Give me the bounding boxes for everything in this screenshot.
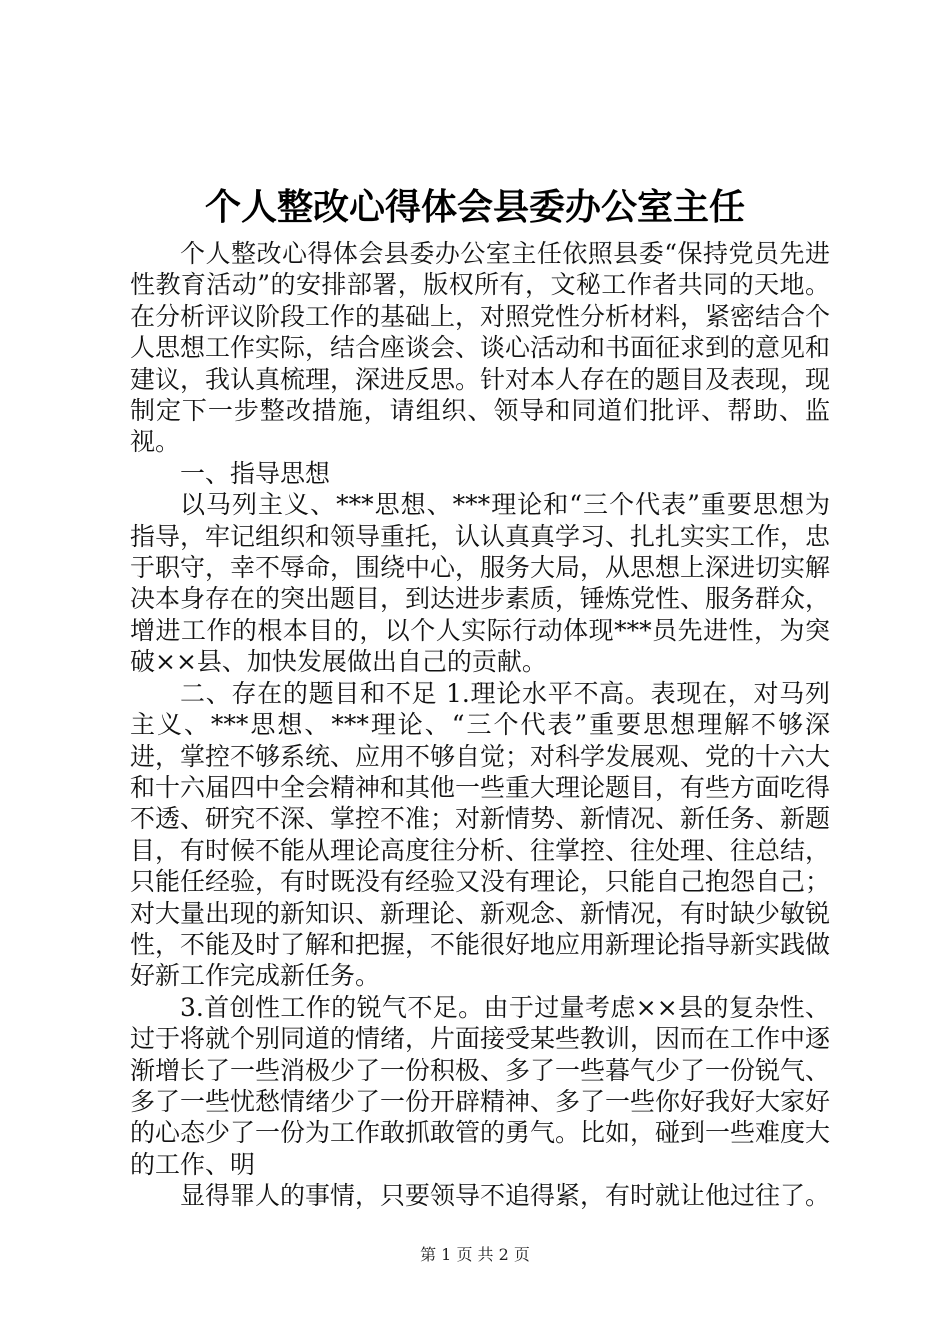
paragraph-initiative: 3.首创性工作的锐气不足。由于过量考虑××县的复杂性、过于将就个别同道的情绪，片面接受某些教训，因而在工作中逐渐增长了一些消极少了一份积极、多了一些暮气少了一份锐气、多了一些忧愁情绪少了一份开辟精神、多了一些你好我好大家好的心态少了一份为工作敢抓敢管的勇气。比如，碰到一些难度大的工作、明 bbox=[130, 992, 831, 1179]
section-heading-guiding-thought: 一、指导思想 bbox=[180, 458, 331, 488]
paragraph-problems: 二、存在的题目和不足 1.理论水平不高。表现在，对马列主义、***思想、***理论、“三个代表”重要思想理解不够深进，掌控不够系统、应用不够自觉；对科学发展观、党的十六大和十六届四中全会精神和其他一些重大理论题目，有些方面吃得不透、研究不深、掌控不准；对新情势、新情况、新任务、新题目，有时候不能从理论高度往分析、往掌控、往处理、往总结，只能任经验，有时既没有经验又没有理论，只能自己抱怨自己；对大量出现的新知识、新理论、新观念、新情况，有时缺少敏锐性，不能及时了解和把握，不能很好地应用新理论指导新实践做好新工作完成新任务。 bbox=[130, 678, 831, 991]
paragraph-guiding-thought: 以马列主义、***思想、***理论和“三个代表”重要思想为指导，牢记组织和领导重托，认认真真学习、扎扎实实工作，忠于职守，幸不辱命，围绕中心，服务大局，从思想上深进切实解决本身存在的突出题目，到达进步素质，锤炼党性、服务群众，增进工作的根本目的，以个人实际行动体现***员先进性，为突破××县、加快发展做出自己的贡献。 bbox=[130, 490, 831, 677]
document-body bbox=[130, 238, 830, 1212]
document-title: 个人整改心得体会县委办公室主任 bbox=[204, 186, 745, 228]
paragraph-intro: 个人整改心得体会县委办公室主任依照县委“保持党员先进性教育活动”的安排部署，版权所有，文秘工作者共同的天地。在分析评议阶段工作的基础上，对照党性分析材料，紧密结合个人思想工作实际，结合座谈会、谈心活动和书面征求到的意见和建议，我认真梳理，深进反思。针对本人存在的题目及表现，现制定下一步整改措施，请组织、领导和同道们批评、帮助、监视。 bbox=[130, 239, 831, 457]
page-footer: 第 1 页 共 2 页 bbox=[420, 1245, 530, 1264]
paragraph-continuation: 显得罪人的事情，只要领导不追得紧，有时就让他过往了。 bbox=[180, 1181, 831, 1211]
